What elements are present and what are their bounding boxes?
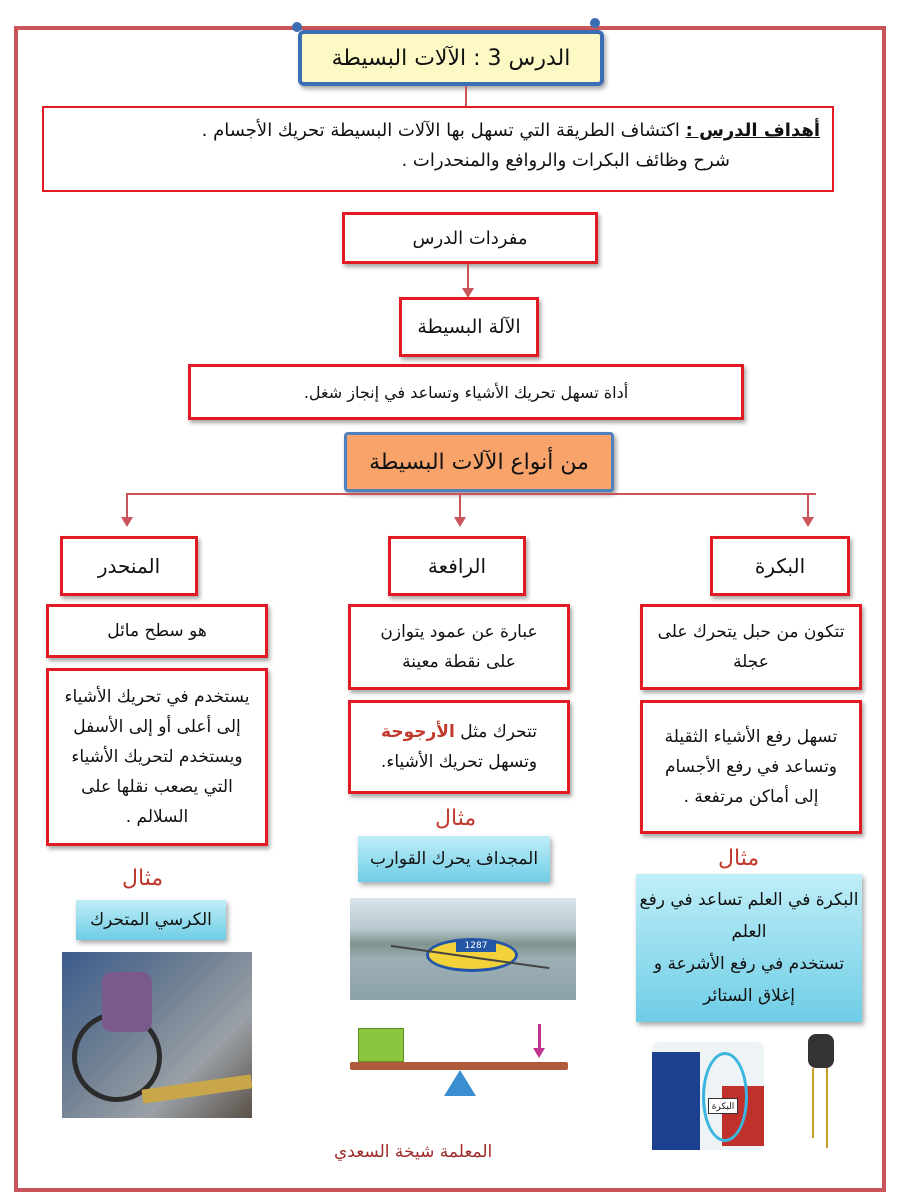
pulley-definition: تتكون من حبل يتحرك على عجلة xyxy=(657,622,845,672)
seesaw-image xyxy=(350,1020,576,1100)
pulley-name-box xyxy=(710,536,850,596)
goals-line-2: شرح وظائف البكرات والروافع والمنحدرات . xyxy=(401,150,730,171)
lesson-title xyxy=(298,30,604,86)
lesson-title-text: الدرس 3 : الآلات البسيطة xyxy=(331,45,571,71)
vocab-definition-box xyxy=(188,364,744,420)
person-icon xyxy=(102,972,152,1032)
load-block-icon xyxy=(358,1028,404,1062)
pulley-label: البكرة xyxy=(708,1098,738,1114)
flag-stripe-icon xyxy=(652,1052,700,1150)
vocab-term: الآلة البسيطة xyxy=(417,316,521,338)
pulley-example-line-1: البكرة في العلم تساعد في رفع العلم xyxy=(639,890,859,942)
vocab-term-box xyxy=(399,297,539,357)
pulley-name: البكرة xyxy=(754,554,806,578)
ramp-icon xyxy=(142,1074,253,1103)
boat-image xyxy=(350,898,576,1000)
lever-definition-box xyxy=(348,604,570,690)
pulley-definition-box xyxy=(640,604,862,690)
pulley-use: تسهل رفع الأشياء الثقيلة وتساعد في رفع الأجسام إلى أماكن مرتفعة . xyxy=(664,727,838,807)
force-arrowhead-icon xyxy=(533,1048,545,1058)
pulley-circle-icon xyxy=(702,1052,748,1142)
vocab-definition: أداة تسهل تحريك الأشياء وتساعد في إنجاز شغل. xyxy=(303,382,629,402)
lever-beam-icon xyxy=(350,1062,568,1070)
lever-use xyxy=(367,717,551,777)
arrow-down-icon xyxy=(454,517,466,527)
ramp-use-box xyxy=(46,668,268,846)
pulley-example-line-2: تستخدم في رفع الأشرعة و إغلاق الستائر xyxy=(653,954,845,1006)
ramp-definition: هو سطح مائل xyxy=(107,621,207,641)
connector-vocab-term xyxy=(467,264,469,288)
connector-title-goals xyxy=(465,86,467,108)
boat-label: 1287 xyxy=(456,940,496,952)
lever-example-label: مثال xyxy=(435,806,477,831)
wheelchair-image xyxy=(62,952,252,1118)
hoist-pulley-image xyxy=(794,1034,848,1152)
ramp-use: يستخدم في تحريك الأشياء إلى أعلى أو إلى الأسفل ويستخدم لتحريك الأشياء التي يصعب نقلها على السلالم . xyxy=(64,687,250,827)
hoist-icon xyxy=(808,1034,834,1068)
arrow-down-icon xyxy=(121,517,133,527)
types-header: من أنواع الآلات البسيطة xyxy=(369,449,589,475)
lesson-goals-box xyxy=(42,106,834,192)
branch-line xyxy=(126,493,816,495)
vocab-header-box xyxy=(342,212,598,264)
lever-name: الرافعة xyxy=(427,554,487,578)
lever-use-after: وتسهل تحريك الأشياء. xyxy=(380,752,538,772)
lever-name-box xyxy=(388,536,526,596)
branch-lever xyxy=(459,493,461,517)
rope-icon xyxy=(812,1068,814,1138)
title-pin-right xyxy=(590,18,600,28)
types-header-box xyxy=(344,432,614,492)
ramp-example-label: مثال xyxy=(122,866,164,891)
rope-icon xyxy=(826,1068,828,1148)
ramp-name: المنحدر xyxy=(97,554,161,578)
lever-example-text: المجداف يحرك القوارب xyxy=(369,849,539,869)
branch-ramp xyxy=(126,493,128,517)
ramp-example-text: الكرسي المتحرك xyxy=(90,910,212,930)
lever-example-box xyxy=(358,836,550,882)
teacher-name: المعلمة شيخة السعدي xyxy=(334,1142,493,1162)
flag-pulley-image xyxy=(652,1042,764,1150)
lever-use-highlight: الأرجوحة xyxy=(381,722,455,742)
lever-use-before: تتحرك مثل xyxy=(454,722,537,742)
goals-line-1: اكتشاف الطريقة التي تسهل بها الآلات البسيطة تحريك الأجسام . xyxy=(201,120,680,141)
lever-use-box xyxy=(348,700,570,794)
ramp-example-box xyxy=(76,900,226,940)
pulley-use-box xyxy=(640,700,862,834)
pulley-example-box xyxy=(636,874,862,1022)
ramp-name-box xyxy=(60,536,198,596)
goals-label: أهداف الدرس : xyxy=(685,120,820,141)
pulley-example-label: مثال xyxy=(718,846,760,871)
force-arrow-icon xyxy=(538,1024,541,1050)
arrow-down-icon xyxy=(802,517,814,527)
branch-pulley xyxy=(807,493,809,517)
lever-definition: عبارة عن عمود يتوازن على نقطة معينة xyxy=(380,622,538,672)
vocab-header: مفردات الدرس xyxy=(412,227,528,249)
ramp-definition-box xyxy=(46,604,268,658)
fulcrum-icon xyxy=(444,1070,476,1096)
